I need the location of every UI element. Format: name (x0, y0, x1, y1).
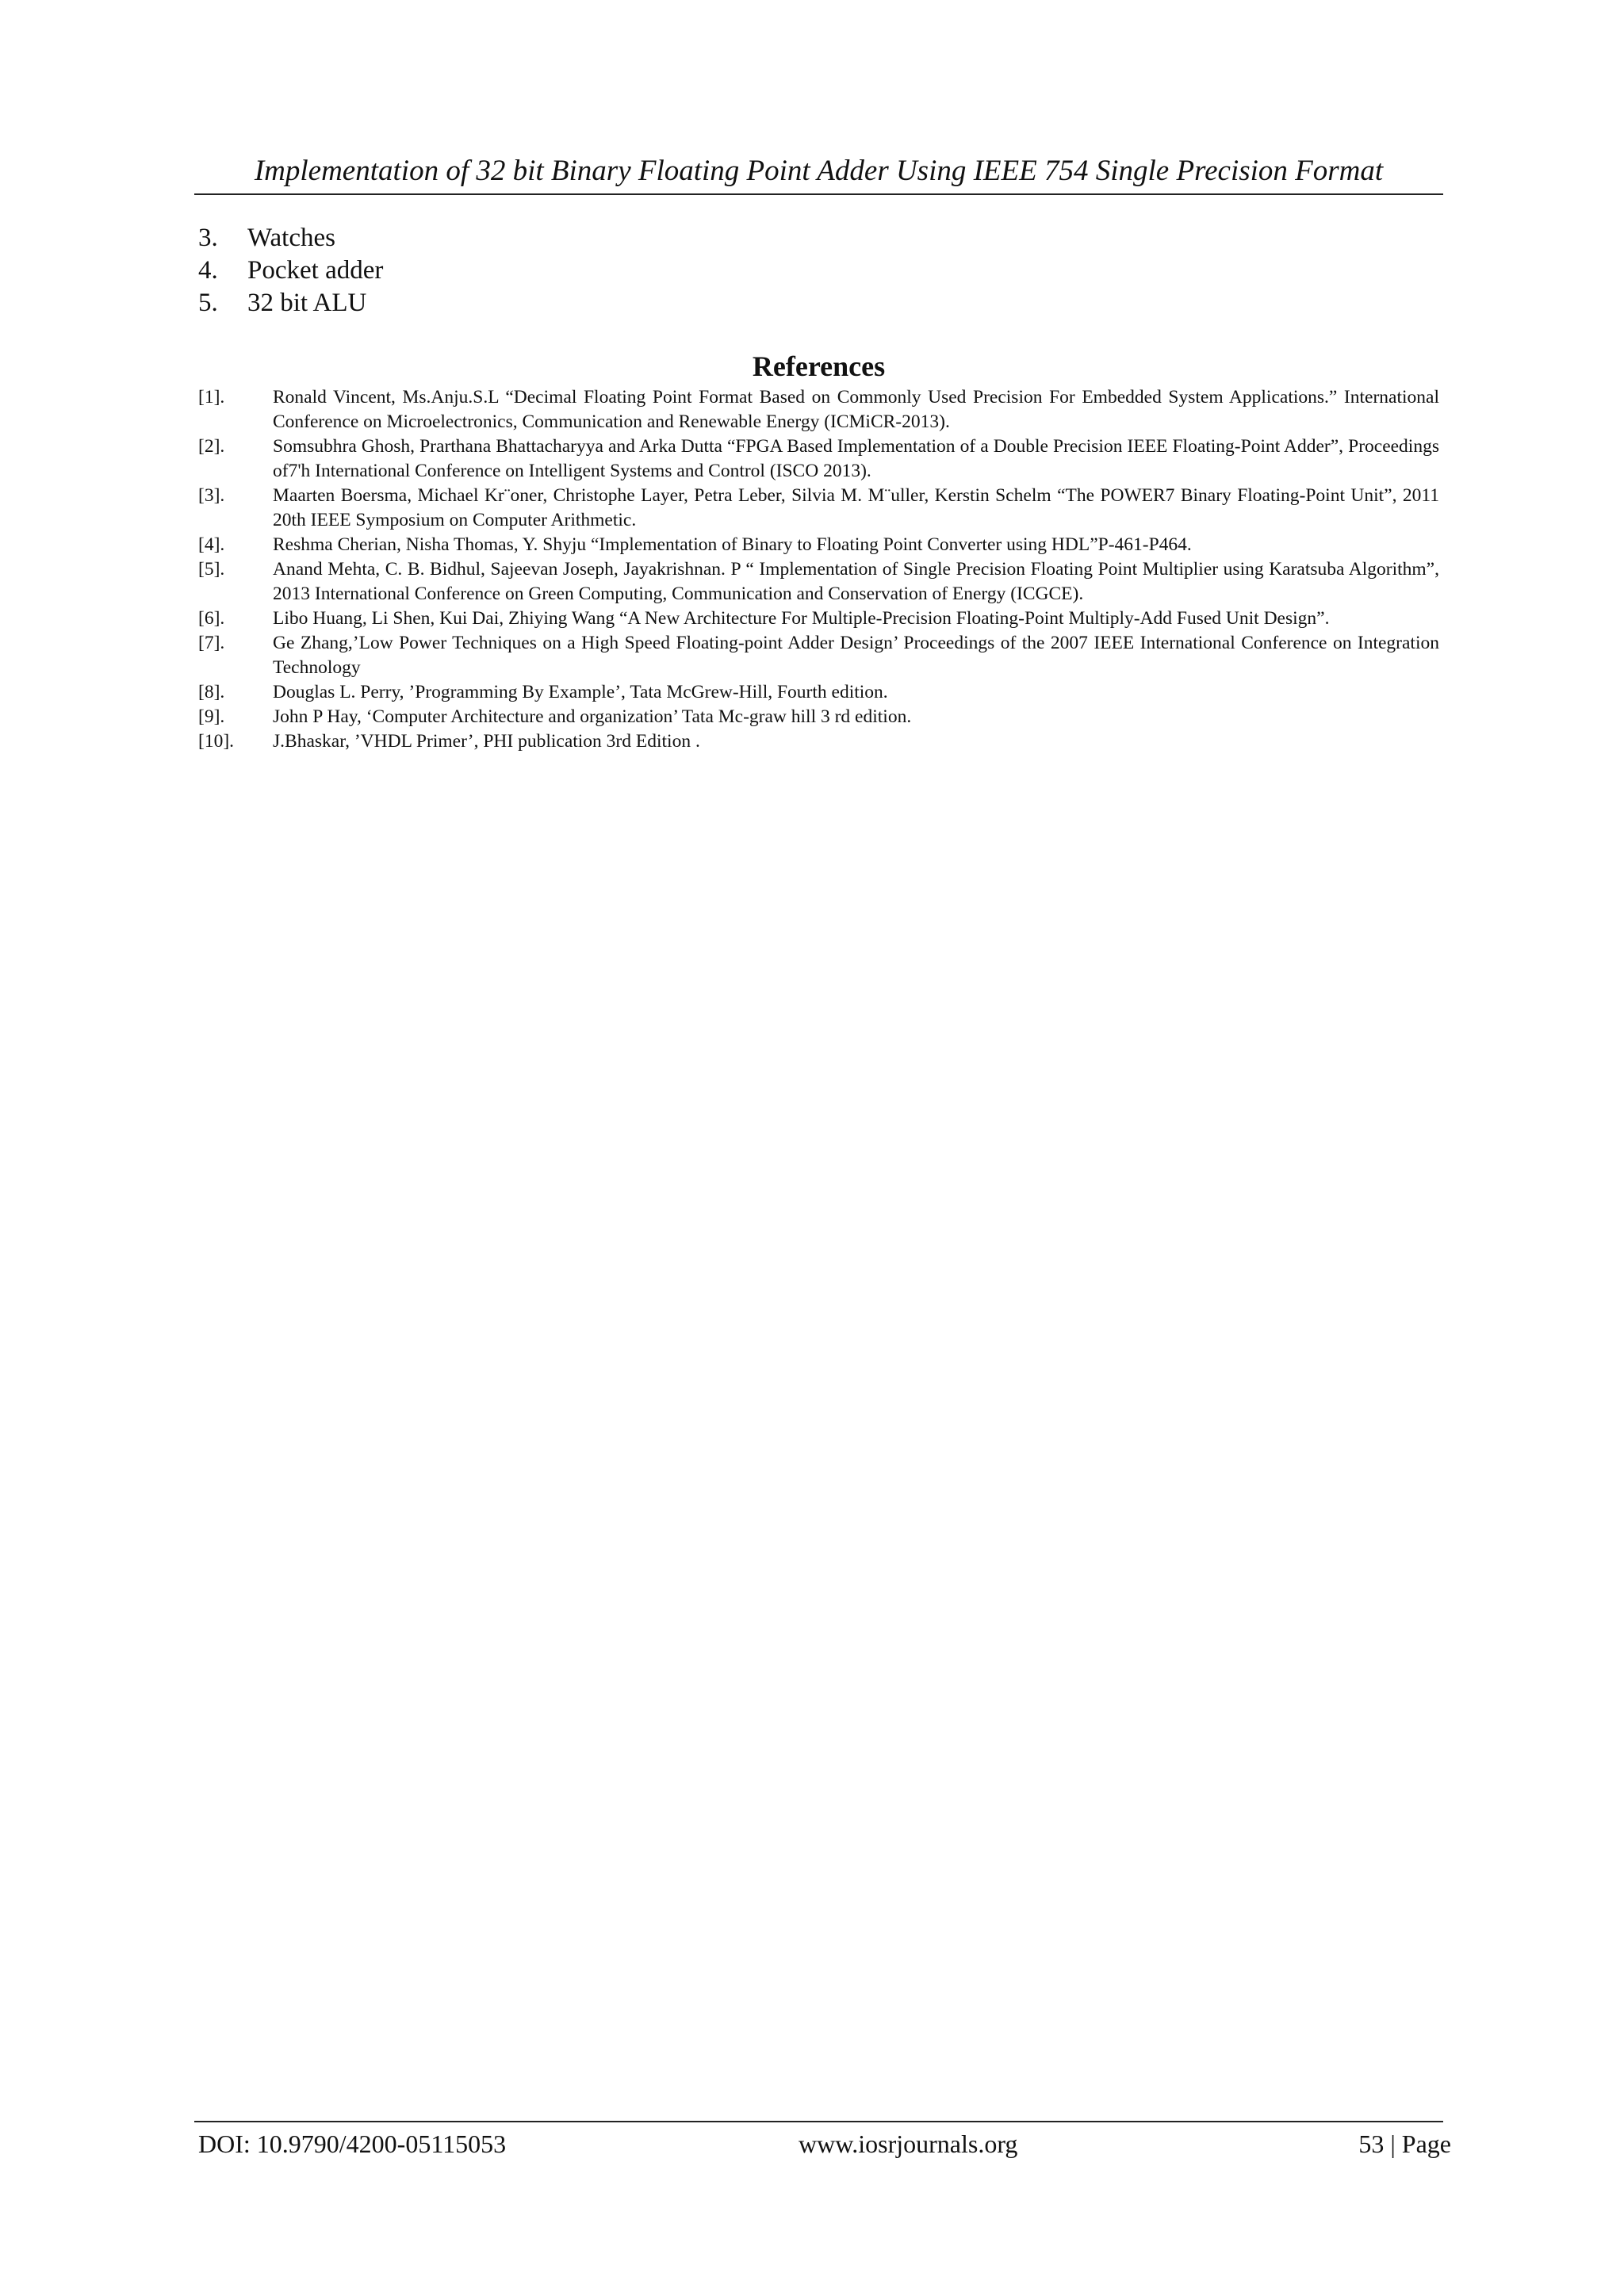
reference-item (198, 533, 1439, 557)
reference-item (198, 434, 1439, 484)
reference-item (198, 557, 1439, 607)
reference-number: [2]. (198, 436, 225, 457)
list-item-text: 32 bit ALU (247, 289, 367, 317)
list-item-number: 4. (198, 256, 218, 285)
reference-text: Reshma Cherian, Nisha Thomas, Y. Shyju “Implementation of Binary to Floating Point Converter using HDL”P-461-P464. (273, 534, 1192, 555)
applications-list (198, 222, 383, 320)
reference-number: [9]. (198, 706, 225, 727)
header-divider (194, 193, 1443, 195)
reference-text: Douglas L. Perry, ’Programming By Example’, Tata McGrew-Hill, Fourth edition. (273, 682, 888, 702)
reference-item (198, 484, 1439, 533)
reference-number: [10]. (198, 731, 235, 752)
reference-item (198, 631, 1439, 680)
footer-page-number: 53 | Page (1358, 2130, 1451, 2158)
list-item-number: 5. (198, 289, 218, 317)
list-item (198, 222, 383, 254)
reference-number: [7]. (198, 633, 225, 653)
reference-number: [6]. (198, 608, 225, 629)
footer-website: www.iosrjournals.org (799, 2130, 1018, 2158)
reference-item (198, 680, 1439, 705)
reference-text: J.Bhaskar, ’VHDL Primer’, PHI publication 3rd Edition . (273, 731, 700, 752)
reference-number: [4]. (198, 534, 225, 555)
list-item-text: Pocket adder (247, 256, 384, 285)
running-header-title: Implementation of 32 bit Binary Floating Point Adder Using IEEE 754 Single Precision Format (254, 155, 1384, 187)
reference-text: Somsubhra Ghosh, Prarthana Bhattacharyya and Arka Dutta “FPGA Based Implementation of a Double Precision IEEE Floating-Point Adder”, Proceedings of7'h International Conference on Intelligent Systems and Control (ISCO 2013). (273, 436, 1439, 481)
footer-divider (194, 2121, 1443, 2122)
reference-number: [8]. (198, 682, 225, 702)
references-list (198, 385, 1439, 754)
reference-text: Maarten Boersma, Michael Kr¨oner, Christophe Layer, Petra Leber, Silvia M. M¨uller, Kerstin Schelm “The POWER7 Binary Floating-Point Unit”, 2011 20th IEEE Symposium on Computer Arithmetic. (273, 485, 1439, 530)
list-item-number: 3. (198, 224, 218, 252)
reference-text: John P Hay, ‘Computer Architecture and organization’ Tata Mc-graw hill 3 rd edition. (273, 706, 912, 727)
reference-number: [5]. (198, 559, 225, 580)
reference-item (198, 729, 1439, 754)
reference-text: Anand Mehta, C. B. Bidhul, Sajeevan Joseph, Jayakrishnan. P “ Implementation of Single Precision Floating Point Multiplier using Karatsuba Algorithm”, 2013 International Conference on Green Computing, Communication and Conservation of Energy (ICGCE). (273, 559, 1439, 604)
reference-number: [1]. (198, 387, 225, 408)
reference-item (198, 705, 1439, 729)
references-heading: References (752, 350, 886, 382)
reference-item (198, 385, 1439, 434)
reference-text: Libo Huang, Li Shen, Kui Dai, Zhiying Wang “A New Architecture For Multiple-Precision Floating-Point Multiply-Add Fused Unit Design”. (273, 608, 1330, 629)
reference-text: Ge Zhang,’Low Power Techniques on a High Speed Floating-point Adder Design’ Proceedings of the 2007 IEEE International Conference on Integration Technology (273, 633, 1439, 678)
reference-item (198, 607, 1439, 631)
list-item (198, 254, 383, 287)
footer-doi: DOI: 10.9790/4200-05115053 (198, 2130, 507, 2158)
reference-text: Ronald Vincent, Ms.Anju.S.L “Decimal Floating Point Format Based on Commonly Used Precision For Embedded System Applications.” International Conference on Microelectronics, Communication and Renewable Energy (ICMiCR-2013). (273, 387, 1439, 432)
reference-number: [3]. (198, 485, 225, 506)
list-item-text: Watches (247, 224, 335, 252)
list-item (198, 287, 383, 320)
